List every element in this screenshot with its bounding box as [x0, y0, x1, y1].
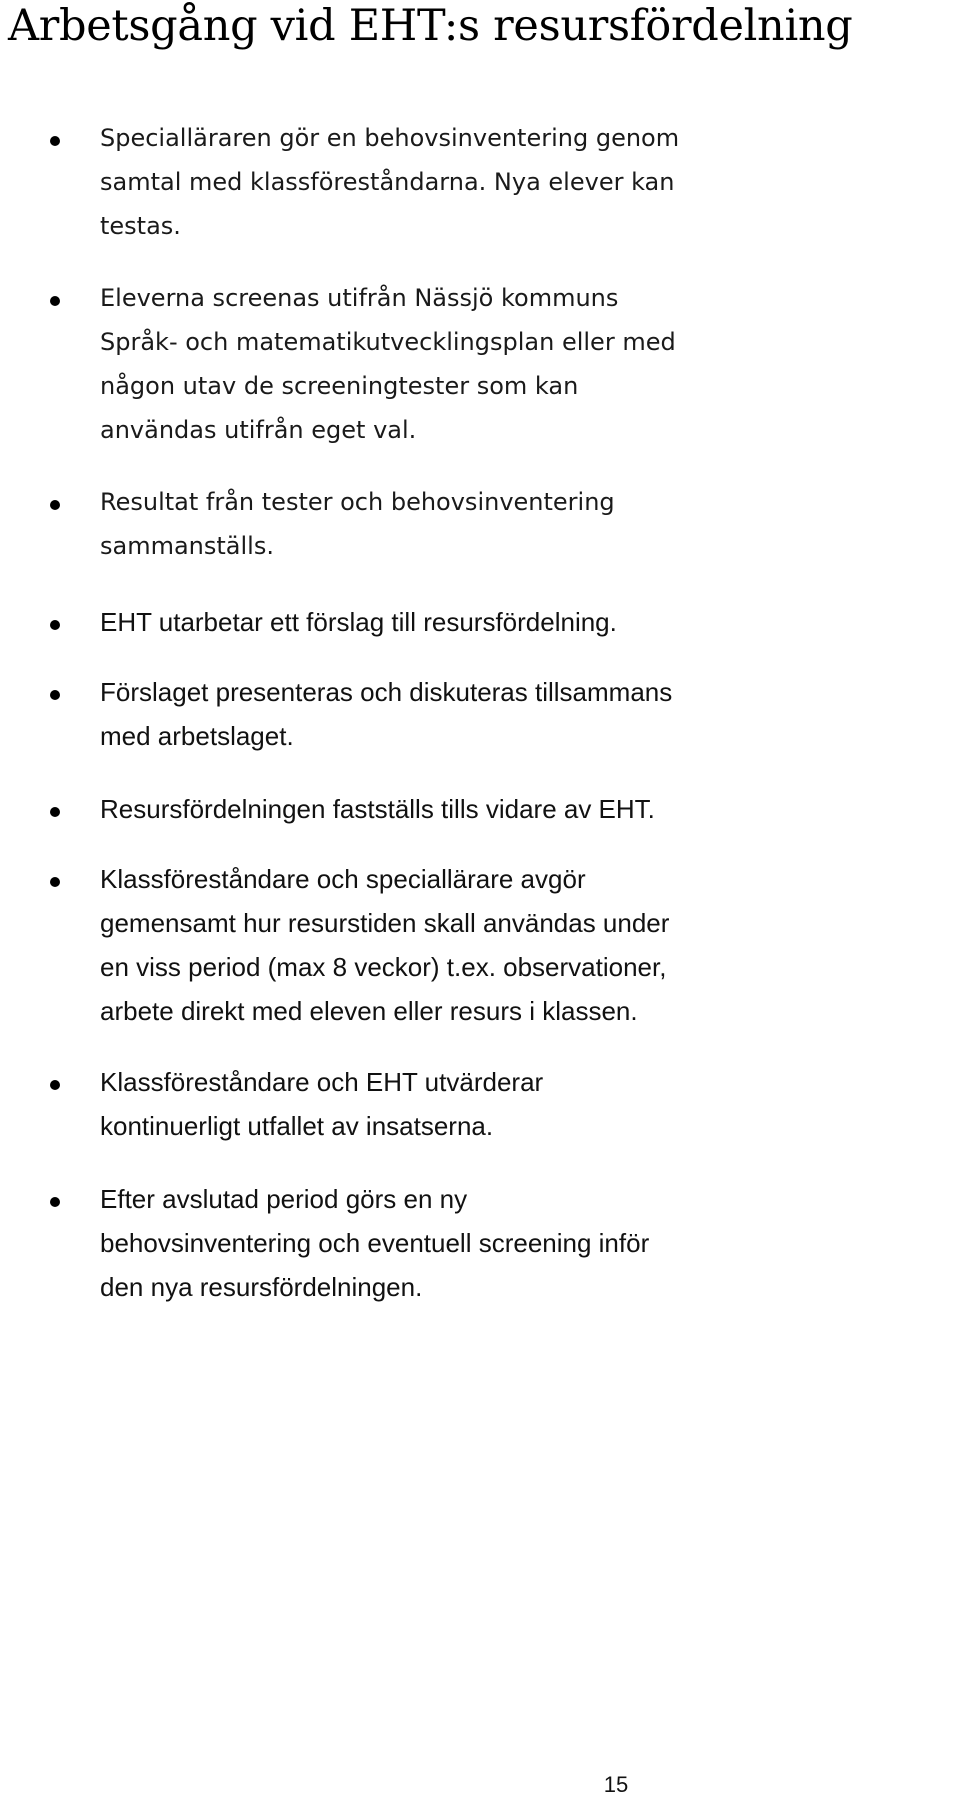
- list-item-line: Språk- och matematikutvecklingsplan eller med: [100, 328, 676, 356]
- bullet-dot-icon: [50, 690, 60, 700]
- list-item-text: [100, 857, 740, 1033]
- list-item-line: Klassföreståndare och EHT utvärderar: [100, 1067, 544, 1097]
- bullet-dot-icon: [50, 877, 60, 887]
- list-item-line: samtal med klassföreståndarna. Nya elever kan: [100, 168, 675, 196]
- bullet-dot-icon: [50, 620, 60, 630]
- bullet-dot-icon: [50, 1197, 60, 1207]
- bullet-dot-icon: [50, 1080, 60, 1090]
- bullet-dot-icon: [50, 136, 60, 146]
- list-item-line: med arbetslaget.: [100, 721, 294, 751]
- list-item-line: testas.: [100, 212, 181, 240]
- list-item-line: Resultat från tester och behovsinventering: [100, 488, 615, 516]
- list-item-text: [100, 670, 740, 758]
- list-item-text: [100, 276, 740, 452]
- list-item-line: EHT utarbetar ett förslag till resursfördelning.: [100, 607, 617, 637]
- list-item-line: Förslaget presenteras och diskuteras tillsammans: [100, 677, 673, 707]
- list-item-line: behovsinventering och eventuell screening inför: [100, 1228, 650, 1258]
- bullet-dot-icon: [50, 807, 60, 817]
- list-item-line: en viss period (max 8 veckor) t.ex. observationer,: [100, 952, 667, 982]
- list-item-line: någon utav de screeningtester som kan: [100, 372, 579, 400]
- list-item-text: [100, 600, 740, 644]
- list-item-line: Specialläraren gör en behovsinventering genom: [100, 124, 680, 152]
- list-item-text: [100, 116, 740, 248]
- list-item-line: den nya resursfördelningen.: [100, 1272, 423, 1302]
- list-item-line: gemensamt hur resurstiden skall användas under: [100, 908, 670, 938]
- list-item-line: kontinuerligt utfallet av insatserna.: [100, 1111, 494, 1141]
- list-item-line: användas utifrån eget val.: [100, 416, 417, 444]
- page-number: 15: [603, 1772, 629, 1797]
- list-item-text: [100, 787, 740, 831]
- list-item-line: Klassföreståndare och speciallärare avgör: [100, 864, 586, 894]
- list-item-line: Resursfördelningen fastställs tills vidare av EHT.: [100, 794, 655, 824]
- list-item-text: [100, 1060, 740, 1148]
- list-item-line: Efter avslutad period görs en ny: [100, 1184, 468, 1214]
- list-item-text: [100, 480, 740, 568]
- bullet-dot-icon: [50, 296, 60, 306]
- page-title: Arbetsgång vid EHT:s resursfördelning: [8, 1, 853, 51]
- bullet-dot-icon: [50, 500, 60, 510]
- list-item-line: Eleverna screenas utifrån Nässjö kommuns: [100, 284, 619, 312]
- list-item-text: [100, 1177, 740, 1309]
- list-item-line: sammanställs.: [100, 532, 274, 560]
- list-item-line: arbete direkt med eleven eller resurs i klassen.: [100, 996, 638, 1026]
